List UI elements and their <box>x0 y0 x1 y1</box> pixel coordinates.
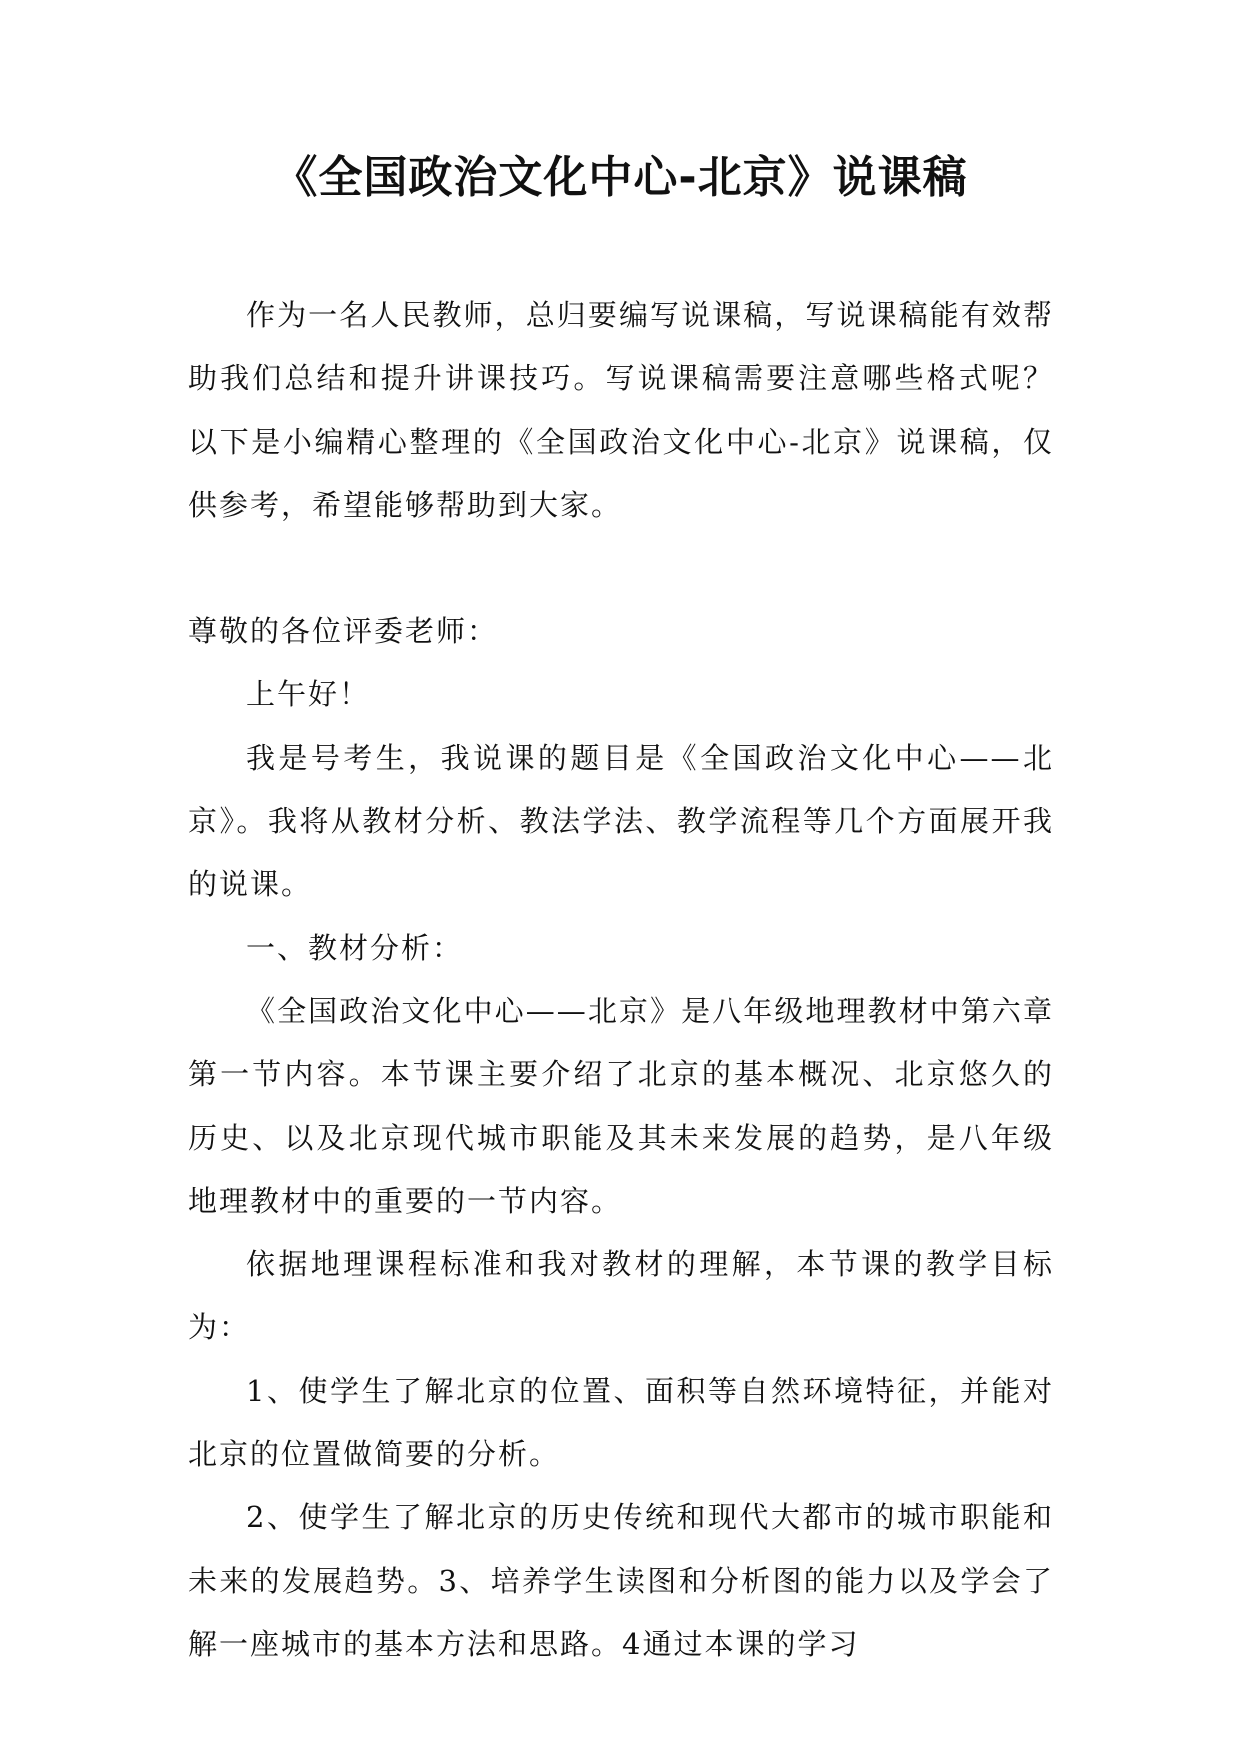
teaching-goal-1: 1、使学生了解北京的位置、面积等自然环境特征，并能对北京的位置做简要的分析。 <box>188 1373 1054 1472</box>
section-heading-textbook-analysis: 一、教材分析： <box>246 930 464 965</box>
greeting: 上午好！ <box>246 677 371 712</box>
document-title: 《全国政治文化中心-北京》说课稿 <box>273 152 968 203</box>
intro-paragraph: 作为一名人民教师，总归要编写说课稿，写说课稿能有效帮助我们总结和提升讲课技巧。写说课稿需要注意哪些格式呢？以下是小编精心整理的《全国政治文化中心-北京》说课稿，仅供参考，希望能够帮助到大家。 <box>188 298 1054 522</box>
document-body <box>188 284 1054 1676</box>
salutation: 尊敬的各位评委老师： <box>188 614 499 649</box>
teaching-goals-intro: 依据地理课程标准和我对教材的理解，本节课的教学目标为： <box>188 1247 1054 1345</box>
textbook-analysis-paragraph: 《全国政治文化中心——北京》是八年级地理教材中第六章第一节内容。本节课主要介绍了北京的基本概况、北京悠久的历史、以及北京现代城市职能及其未来发展的趋势，是八年级地理教材中的重要的一节内容。 <box>188 993 1054 1218</box>
paragraph-gap <box>188 537 1054 600</box>
teaching-goal-2: 2、使学生了解北京的历史传统和现代大都市的城市职能和未来的发展趋势。3、培养学生读图和分析图的能力以及学会了解一座城市的基本方法和思路。4通过本课的学习 <box>188 1500 1054 1661</box>
opening-paragraph: 我是号考生，我说课的题目是《全国政治文化中心——北京》。我将从教材分析、教法学法、教学流程等几个方面展开我的说课。 <box>188 740 1054 902</box>
